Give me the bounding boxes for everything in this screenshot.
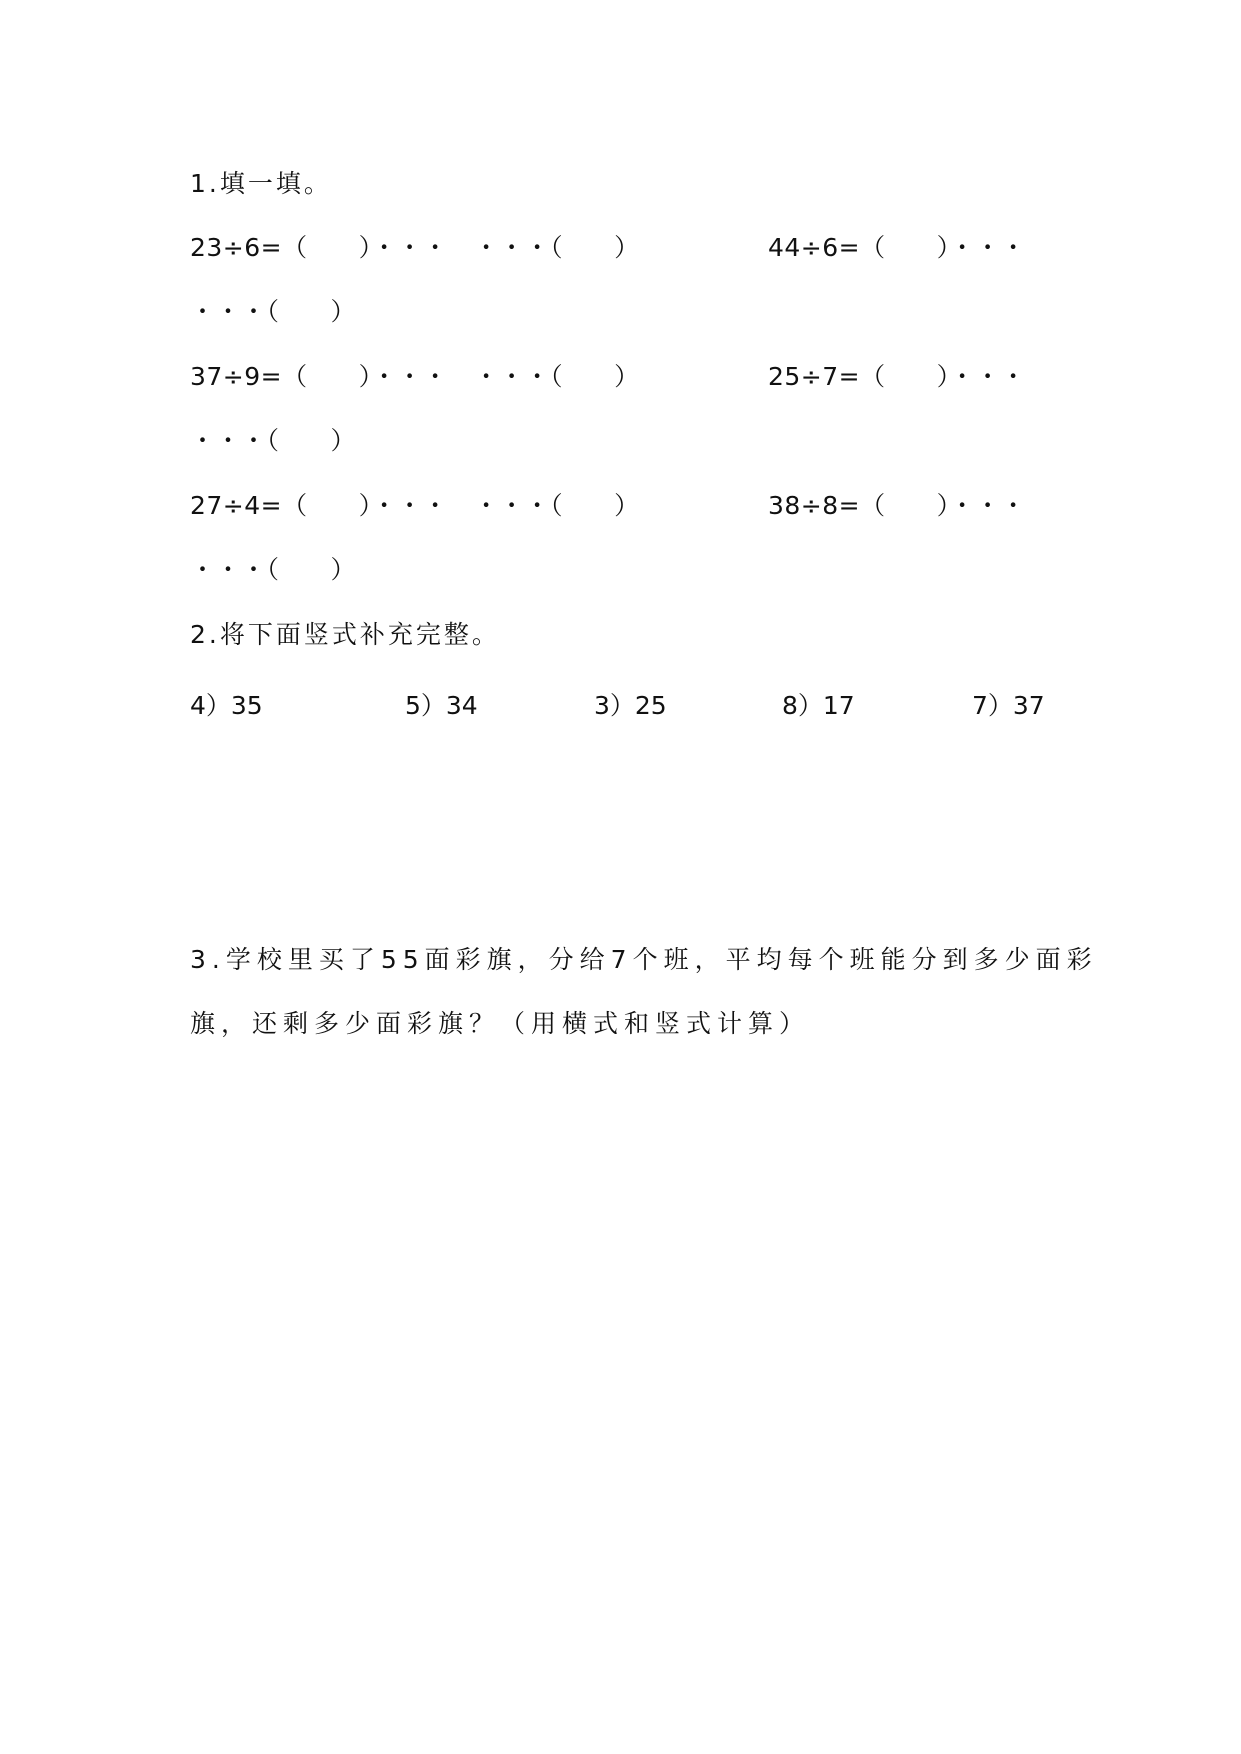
q1-row3-continuation: ・・・（ ） [190,555,357,584]
q1-row1-left: 23÷6=（ ）・・・ ・・・（ ） [190,233,640,262]
q1-row2-right: 25÷7=（ ）・・・ [768,362,1027,391]
long-division-item-3: 3）25 [594,691,667,720]
q1-row1-right: 44÷6=（ ）・・・ [768,233,1027,262]
q3-line2: 旗，还剩多少面彩旗？（用横式和竖式计算） [190,1009,811,1038]
long-division-item-1: 4）35 [190,691,263,720]
long-division-item-5: 7）37 [972,691,1045,720]
q1-title: 1.填一填。 [190,169,332,198]
q2-title: 2.将下面竖式补充完整。 [190,620,500,649]
q1-row1-continuation: ・・・（ ） [190,297,357,326]
q1-row3-right: 38÷8=（ ）・・・ [768,491,1027,520]
q3-line1: 3.学校里买了55面彩旗，分给7个班，平均每个班能分到多少面彩 [190,945,1098,974]
long-division-item-4: 8）17 [782,691,855,720]
q1-row2-continuation: ・・・（ ） [190,426,357,455]
q1-row3-left: 27÷4=（ ）・・・ ・・・（ ） [190,491,640,520]
q1-row2-left: 37÷9=（ ）・・・ ・・・（ ） [190,362,640,391]
long-division-item-2: 5）34 [405,691,478,720]
